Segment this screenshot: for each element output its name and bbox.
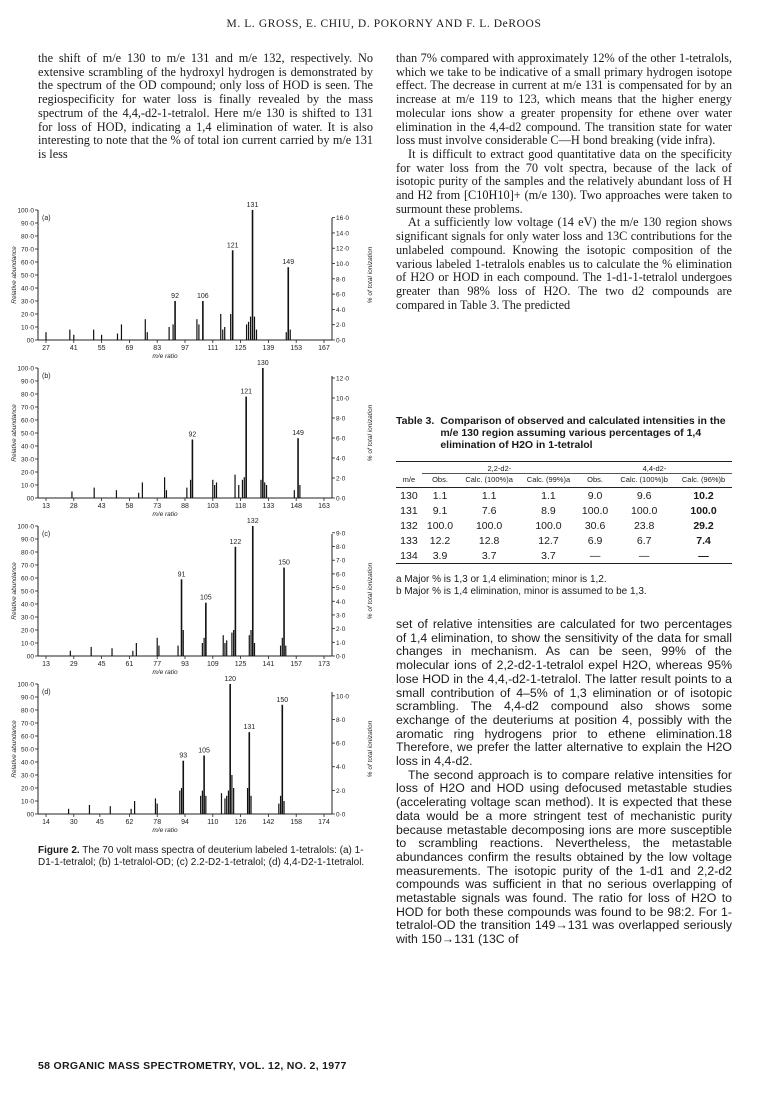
y-right-tick-label: 12·0 [336, 245, 350, 253]
y-tick-label: 00 [26, 337, 34, 345]
x-tick-label: 45 [97, 661, 106, 668]
y-right-tick-label: 4·0 [336, 764, 346, 772]
table-cell: 3.7 [541, 549, 556, 562]
y-right-tick-label: 8·0 [336, 716, 346, 724]
x-tick-label: 78 [153, 819, 162, 826]
table-cell: — [698, 549, 709, 562]
x-axis-label: m/e ratio [152, 353, 178, 360]
peak-label: 105 [200, 594, 212, 602]
y-right-tick-label: 6·0 [336, 435, 346, 443]
y-right-tick-label: 8·0 [336, 415, 346, 423]
table-row [396, 488, 732, 504]
peak-label: 122 [229, 538, 242, 546]
y-tick-label: 80·0 [20, 549, 34, 557]
y-tick-label: 70·0 [20, 246, 34, 254]
y-tick-label: 70·0 [20, 562, 34, 570]
table-cell: 6.9 [587, 534, 603, 547]
x-tick-label: 61 [125, 661, 134, 668]
y-tick-label: 10·0 [20, 640, 34, 648]
x-tick-label: 111 [207, 345, 219, 352]
table-cell: 8.9 [541, 504, 556, 517]
x-axis-label: m/e ratio [152, 669, 178, 676]
y-tick-label: 40·0 [20, 285, 34, 293]
y-right-tick-label: 4·0 [336, 455, 346, 463]
peak-label: 105 [198, 747, 210, 755]
panel-tag: (a) [42, 215, 51, 222]
y-tick-label: 90·0 [20, 378, 34, 386]
y-tick-label: 30·0 [20, 456, 34, 464]
x-tick-label: 28 [69, 503, 78, 510]
x-tick-label: 27 [42, 345, 50, 352]
y-right-axis-label: % of total ionization [367, 562, 374, 620]
y-tick-label: 100·0 [17, 523, 34, 531]
y-right-tick-label: 10·0 [336, 693, 350, 701]
x-tick-label: 14 [42, 819, 50, 826]
table-cell: 23.8 [633, 519, 655, 532]
y-tick-label: 00 [26, 811, 34, 819]
paragraph: The second approach is to compare relative intensities for loss of H2O and HOD using defocused metastable studies (accelerating voltage scan method). It is expected that these data would be a more stringent test of mechanistic purity because metastable decomposing ions are more susceptible to scrambling reactions. Nevertheless, the metastable abundances confirm the results obtained by the low voltage measurements. The isotopic purity of the 1-d1 and 2,2-d2 compounds was sufficient in that no serious overlapping of metastable signals was found. The ratio for loss of H2O to HOD for both these compounds was found to be 98:2. For 1-tetralol-OD the transition 149→131 was overlapped seriously with 150→131 (13C of [396, 767, 732, 947]
y-right-tick-label: 16·0 [336, 215, 350, 223]
table-cell: 30.6 [584, 519, 606, 532]
column-header: m/e [396, 474, 422, 488]
x-tick-label: 77 [153, 661, 162, 668]
y-right-tick-label: 10·0 [336, 395, 350, 403]
y-right-tick-label: 5·0 [336, 585, 346, 593]
y-tick-label: 50·0 [20, 588, 34, 596]
peak-label: 91 [177, 571, 186, 579]
table-row [396, 548, 732, 564]
table-cell: 134 [400, 549, 418, 562]
y-tick-label: 20·0 [20, 311, 34, 319]
x-tick-label: 157 [290, 661, 303, 668]
table-cell: 100.0 [690, 504, 717, 517]
right-column-text [396, 52, 732, 312]
paragraph: the shift of m/e 130 to m/e 131 and m/e 132, respectively. No extensive scrambling of the hydroxyl hydrogen is demonstrated by the spectrum of the OD compound; only loss of HOD is seen. The regiospecificity for water loss is finally revealed by the mass spectrum of the 4,4,-d2-1-tetralol. Here m/e 130 is shifted to 131 for loss of HOD, indicating a 1,4 elimination of water. It is also interesting to note that the % of total ion current carried by m/e 131 is less [38, 51, 373, 161]
x-tick-label: 103 [206, 503, 219, 510]
y-tick-label: 30·0 [20, 298, 34, 306]
peak-label: 120 [224, 676, 237, 683]
y-axis-label: Relative abundance [11, 562, 18, 620]
peak-label: 92 [171, 293, 179, 300]
peak-label: 150 [276, 696, 289, 704]
y-tick-label: 10·0 [20, 482, 34, 490]
y-tick-label: 80·0 [20, 707, 34, 715]
table-cell: 130 [400, 489, 418, 502]
table-3 [396, 415, 732, 947]
column-header: Obs. [577, 474, 613, 488]
y-tick-label: 20·0 [20, 627, 34, 635]
table-cell: 12.8 [478, 534, 500, 547]
y-right-tick-label: 6·0 [336, 291, 346, 299]
table-cell: 9.6 [636, 489, 652, 502]
y-right-tick-label: 8·0 [336, 544, 346, 552]
y-tick-label: 100·0 [17, 681, 34, 689]
y-right-tick-label: 2·0 [336, 626, 346, 634]
y-tick-label: 40·0 [20, 601, 34, 609]
y-right-tick-label: 2·0 [336, 787, 346, 795]
y-right-tick-label: 2·0 [336, 475, 346, 483]
x-axis-label: m/e ratio [152, 827, 178, 834]
x-tick-label: 139 [262, 345, 275, 352]
column-header: Obs. [422, 474, 458, 488]
column-header: Calc. (100%)b [613, 474, 675, 488]
y-tick-label: 50·0 [20, 746, 34, 754]
paragraph: At a sufficiently low voltage (14 eV) the m/e 130 region shows significant signals for only water loss and 13C contributions for the unlabeled compound. Knowing the isotopic composition of the various labeled 1-tetralols enables us to calculate the % elimination of H2O or HOD in each compound. The 1-d1-1-tetralol undergoes greater than 98% loss of H2O. The two d2 compounds are compared in Table 3. The predicted [396, 215, 732, 312]
figure-2 [10, 200, 382, 840]
table-cell: 7.4 [696, 534, 711, 547]
x-tick-label: 69 [125, 345, 134, 352]
x-tick-label: 173 [318, 661, 330, 668]
x-tick-label: 163 [318, 503, 330, 510]
x-tick-label: 88 [181, 503, 189, 510]
y-right-tick-label: 1·0 [336, 639, 346, 647]
x-tick-label: 13 [42, 661, 50, 668]
y-tick-label: 00 [26, 653, 34, 661]
footnote: b Major % is 1,4 elimination, minor is assumed to be 1,3. [396, 586, 647, 597]
x-axis-label: m/e ratio [152, 511, 178, 518]
x-tick-label: 83 [153, 345, 162, 352]
x-tick-label: 141 [262, 661, 275, 668]
table-footnotes [396, 574, 732, 598]
table-cell: 100.0 [535, 519, 562, 532]
table-title: Comparison of observed and calculated intensities in the m/e 130 region assuming various percentages of 1,4 elimination of H2O in 1-tetralol [440, 415, 726, 451]
table-row [396, 533, 732, 548]
peak-label: 106 [197, 293, 209, 300]
x-tick-label: 41 [69, 345, 78, 352]
panel-tag: (d) [42, 689, 51, 696]
group-header: 2,2-d2- [422, 462, 577, 474]
y-tick-label: 70·0 [20, 720, 34, 728]
column-header: Calc. (100%)a [458, 474, 520, 488]
table-cell: 1.1 [481, 489, 497, 502]
data-table [396, 461, 732, 564]
table-cell: 100.0 [475, 519, 503, 532]
table-cell: 12.7 [538, 534, 559, 547]
x-tick-label: 153 [290, 345, 303, 352]
y-axis-label: Relative abundance [11, 404, 18, 462]
y-tick-label: 80·0 [20, 391, 34, 399]
y-tick-label: 60·0 [20, 259, 34, 267]
x-tick-label: 62 [125, 819, 134, 826]
x-tick-label: 13 [42, 503, 50, 510]
table-cell: 100.0 [581, 504, 609, 517]
y-tick-label: 100·0 [17, 207, 34, 215]
y-tick-label: 100·0 [17, 365, 34, 373]
x-tick-label: 118 [235, 503, 247, 510]
table-cell: 1.1 [541, 489, 556, 502]
footnote: a Major % is 1,3 or 1,4 elimination; minor is 1,2. [396, 574, 607, 585]
x-tick-label: 126 [234, 819, 247, 826]
table-cell: — [638, 549, 650, 562]
right-column-continued [396, 618, 732, 947]
x-tick-label: 133 [262, 503, 275, 510]
y-tick-label: 20·0 [20, 785, 34, 793]
y-tick-label: 60·0 [20, 417, 34, 425]
table-cell: 100.0 [631, 504, 658, 517]
paragraph: It is difficult to extract good quantitative data on the specificity for water loss from the 70 volt spectra, because of the lack of isotopic purity of the samples and the relatively abundant loss of H and H2 from [C10H10]+ (m/e 130). Two approaches were taken to surmount these problems. [396, 146, 732, 216]
y-right-tick-label: 0·0 [336, 495, 346, 503]
mass-spectra-figure [10, 200, 382, 840]
x-tick-label: 43 [97, 503, 106, 510]
column-header: Calc. (99%)a [520, 474, 577, 488]
x-tick-label: 142 [262, 819, 275, 826]
y-right-tick-label: 10·0 [336, 261, 350, 269]
running-head: M. L. GROSS, E. CHIU, D. POKORNY AND F. L. DeROOS [226, 18, 542, 30]
table-cell: 131 [400, 504, 418, 517]
y-right-axis-label: % of total ionization [367, 246, 374, 304]
table-cell: 3.7 [481, 549, 497, 562]
y-right-tick-label: 12·0 [336, 375, 350, 383]
y-axis-label: Relative abundance [11, 720, 18, 778]
table-cell: 132 [400, 519, 418, 532]
x-tick-label: 125 [234, 345, 247, 352]
table-cell: 10.2 [693, 489, 714, 502]
peak-label: 149 [292, 430, 304, 438]
peak-label: 121 [240, 388, 253, 396]
y-right-tick-label: 6·0 [336, 740, 346, 748]
peak-label: 130 [256, 360, 269, 367]
y-right-tick-label: 3·0 [336, 612, 346, 620]
table-row [396, 518, 732, 533]
group-header: 4,4-d2- [577, 462, 732, 474]
y-tick-label: 30·0 [20, 772, 34, 780]
panel-tag: (c) [42, 531, 51, 538]
x-tick-label: 45 [95, 819, 104, 826]
figure-caption [38, 845, 373, 868]
y-right-tick-label: 9·0 [336, 530, 346, 538]
table-cell: 3.9 [432, 549, 448, 562]
paragraph: set of relative intensities are calculated for two percentages of 1,4 elimination, to show the sensitivity of the data for small changes in mechanism. As can be seen, 99% of the molecular ions of 2,2-d2-1-tetralol expel H2O, whereas 95% lose HOD in the 4,4,-d2-1-tetralol. The latter result points to a small contribution of 4–5% of 1,3 elimination or of isotopic scrambling. The 4,4-d2 compound also shows some exchange of the deuteriums at position 4, possibly with the aromatic ring hydrogens prior to ethene elimination.18 Therefore, we prefer the latter alternative to explain the H2O loss in 4,4-d2. [396, 617, 732, 769]
y-tick-label: 40·0 [20, 759, 34, 767]
x-tick-label: 110 [207, 819, 219, 826]
x-tick-label: 167 [318, 345, 330, 352]
peak-label: 150 [278, 559, 290, 567]
page-footer: 58 ORGANIC MASS SPECTROMETRY, VOL. 12, NO. 2, 1977 [38, 1060, 347, 1072]
panel-tag: (b) [42, 373, 51, 380]
y-tick-label: 90·0 [20, 694, 34, 702]
y-axis-label: Relative abundance [11, 246, 18, 304]
y-tick-label: 20·0 [20, 469, 34, 477]
x-tick-label: 174 [318, 819, 330, 826]
table-cell: 7.6 [481, 504, 497, 517]
y-right-tick-label: 6·0 [336, 571, 346, 579]
caption-text: The 70 volt mass spectra of deuterium labeled 1-tetralols: (a) 1-D1-1-tetralol; (b) 1-tetralol-OD; (c) 2.2-D2-1-tetralol; (d) 4,4-D2-1-1tetralol. [38, 845, 365, 868]
y-right-tick-label: 0·0 [336, 337, 346, 345]
table-cell: 6.7 [636, 534, 652, 547]
x-tick-label: 158 [290, 819, 303, 826]
peak-label: 131 [246, 202, 259, 209]
y-tick-label: 80·0 [20, 233, 34, 241]
x-tick-label: 29 [69, 661, 78, 668]
table-caption [396, 415, 732, 451]
y-tick-label: 90·0 [20, 220, 34, 228]
table-cell: 100.0 [426, 519, 454, 532]
peak-label: 132 [246, 518, 259, 525]
x-tick-label: 58 [125, 503, 134, 510]
y-right-axis-label: % of total ionization [367, 720, 374, 778]
x-tick-label: 148 [290, 503, 303, 510]
y-tick-label: 50·0 [20, 430, 34, 438]
y-right-tick-label: 0·0 [336, 811, 346, 819]
x-tick-label: 73 [153, 503, 162, 510]
table-cell: 9.1 [432, 504, 448, 517]
y-tick-label: 40·0 [20, 443, 34, 451]
table-cell: 12.2 [429, 534, 451, 547]
y-tick-label: 60·0 [20, 575, 34, 583]
y-right-tick-label: 0·0 [336, 653, 346, 661]
paragraph: than 7% compared with approximately 12% of the other 1-tetralols, which we take to be indicative of a small primary hydrogen isotope effect. The decrease in current at m/e 131 is compensated for by an increase at m/e 119 to 123, which means that the higher energy molecular ions show a greater propensity for ethene over water elimination in the 4,4-d2 compound. The transition state for water loss must involve considerable C—H bond breaking (vide infra). [396, 51, 732, 148]
y-tick-label: 00 [26, 495, 34, 503]
x-tick-label: 30 [69, 819, 78, 826]
y-tick-label: 10·0 [20, 798, 34, 806]
x-tick-label: 125 [234, 661, 247, 668]
peak-label: 149 [282, 259, 295, 267]
caption-label: Figure 2. [38, 845, 80, 856]
x-tick-label: 94 [181, 819, 189, 826]
table-cell: 29.2 [693, 519, 714, 532]
y-tick-label: 60·0 [20, 733, 34, 741]
y-right-tick-label: 7·0 [336, 557, 346, 565]
table-label: Table 3. [396, 415, 435, 427]
peak-label: 121 [226, 242, 239, 250]
y-right-tick-label: 2·0 [336, 322, 346, 330]
table-cell: 133 [400, 534, 418, 547]
y-right-tick-label: 4·0 [336, 306, 346, 314]
y-tick-label: 10·0 [20, 324, 34, 332]
y-tick-label: 90·0 [20, 536, 34, 544]
y-tick-label: 30·0 [20, 614, 34, 622]
y-right-axis-label: % of total ionization [367, 404, 374, 462]
y-tick-label: 70·0 [20, 404, 34, 412]
left-column-text [38, 52, 373, 162]
peak-label: 131 [243, 724, 256, 732]
peak-label: 93 [179, 752, 188, 760]
x-tick-label: 93 [181, 661, 189, 668]
table-cell: 9.0 [587, 489, 603, 502]
table-row [396, 503, 732, 518]
x-tick-label: 55 [97, 345, 106, 352]
column-header: Calc. (96%)b [675, 474, 732, 488]
y-tick-label: 50·0 [20, 272, 34, 280]
table-cell: — [589, 549, 601, 562]
y-right-tick-label: 8·0 [336, 276, 346, 284]
table-cell: 1.1 [432, 489, 448, 502]
peak-label: 92 [188, 431, 197, 439]
x-tick-label: 109 [206, 661, 219, 668]
x-tick-label: 97 [181, 345, 189, 352]
y-right-tick-label: 14·0 [336, 230, 350, 238]
y-right-tick-label: 4·0 [336, 598, 346, 606]
